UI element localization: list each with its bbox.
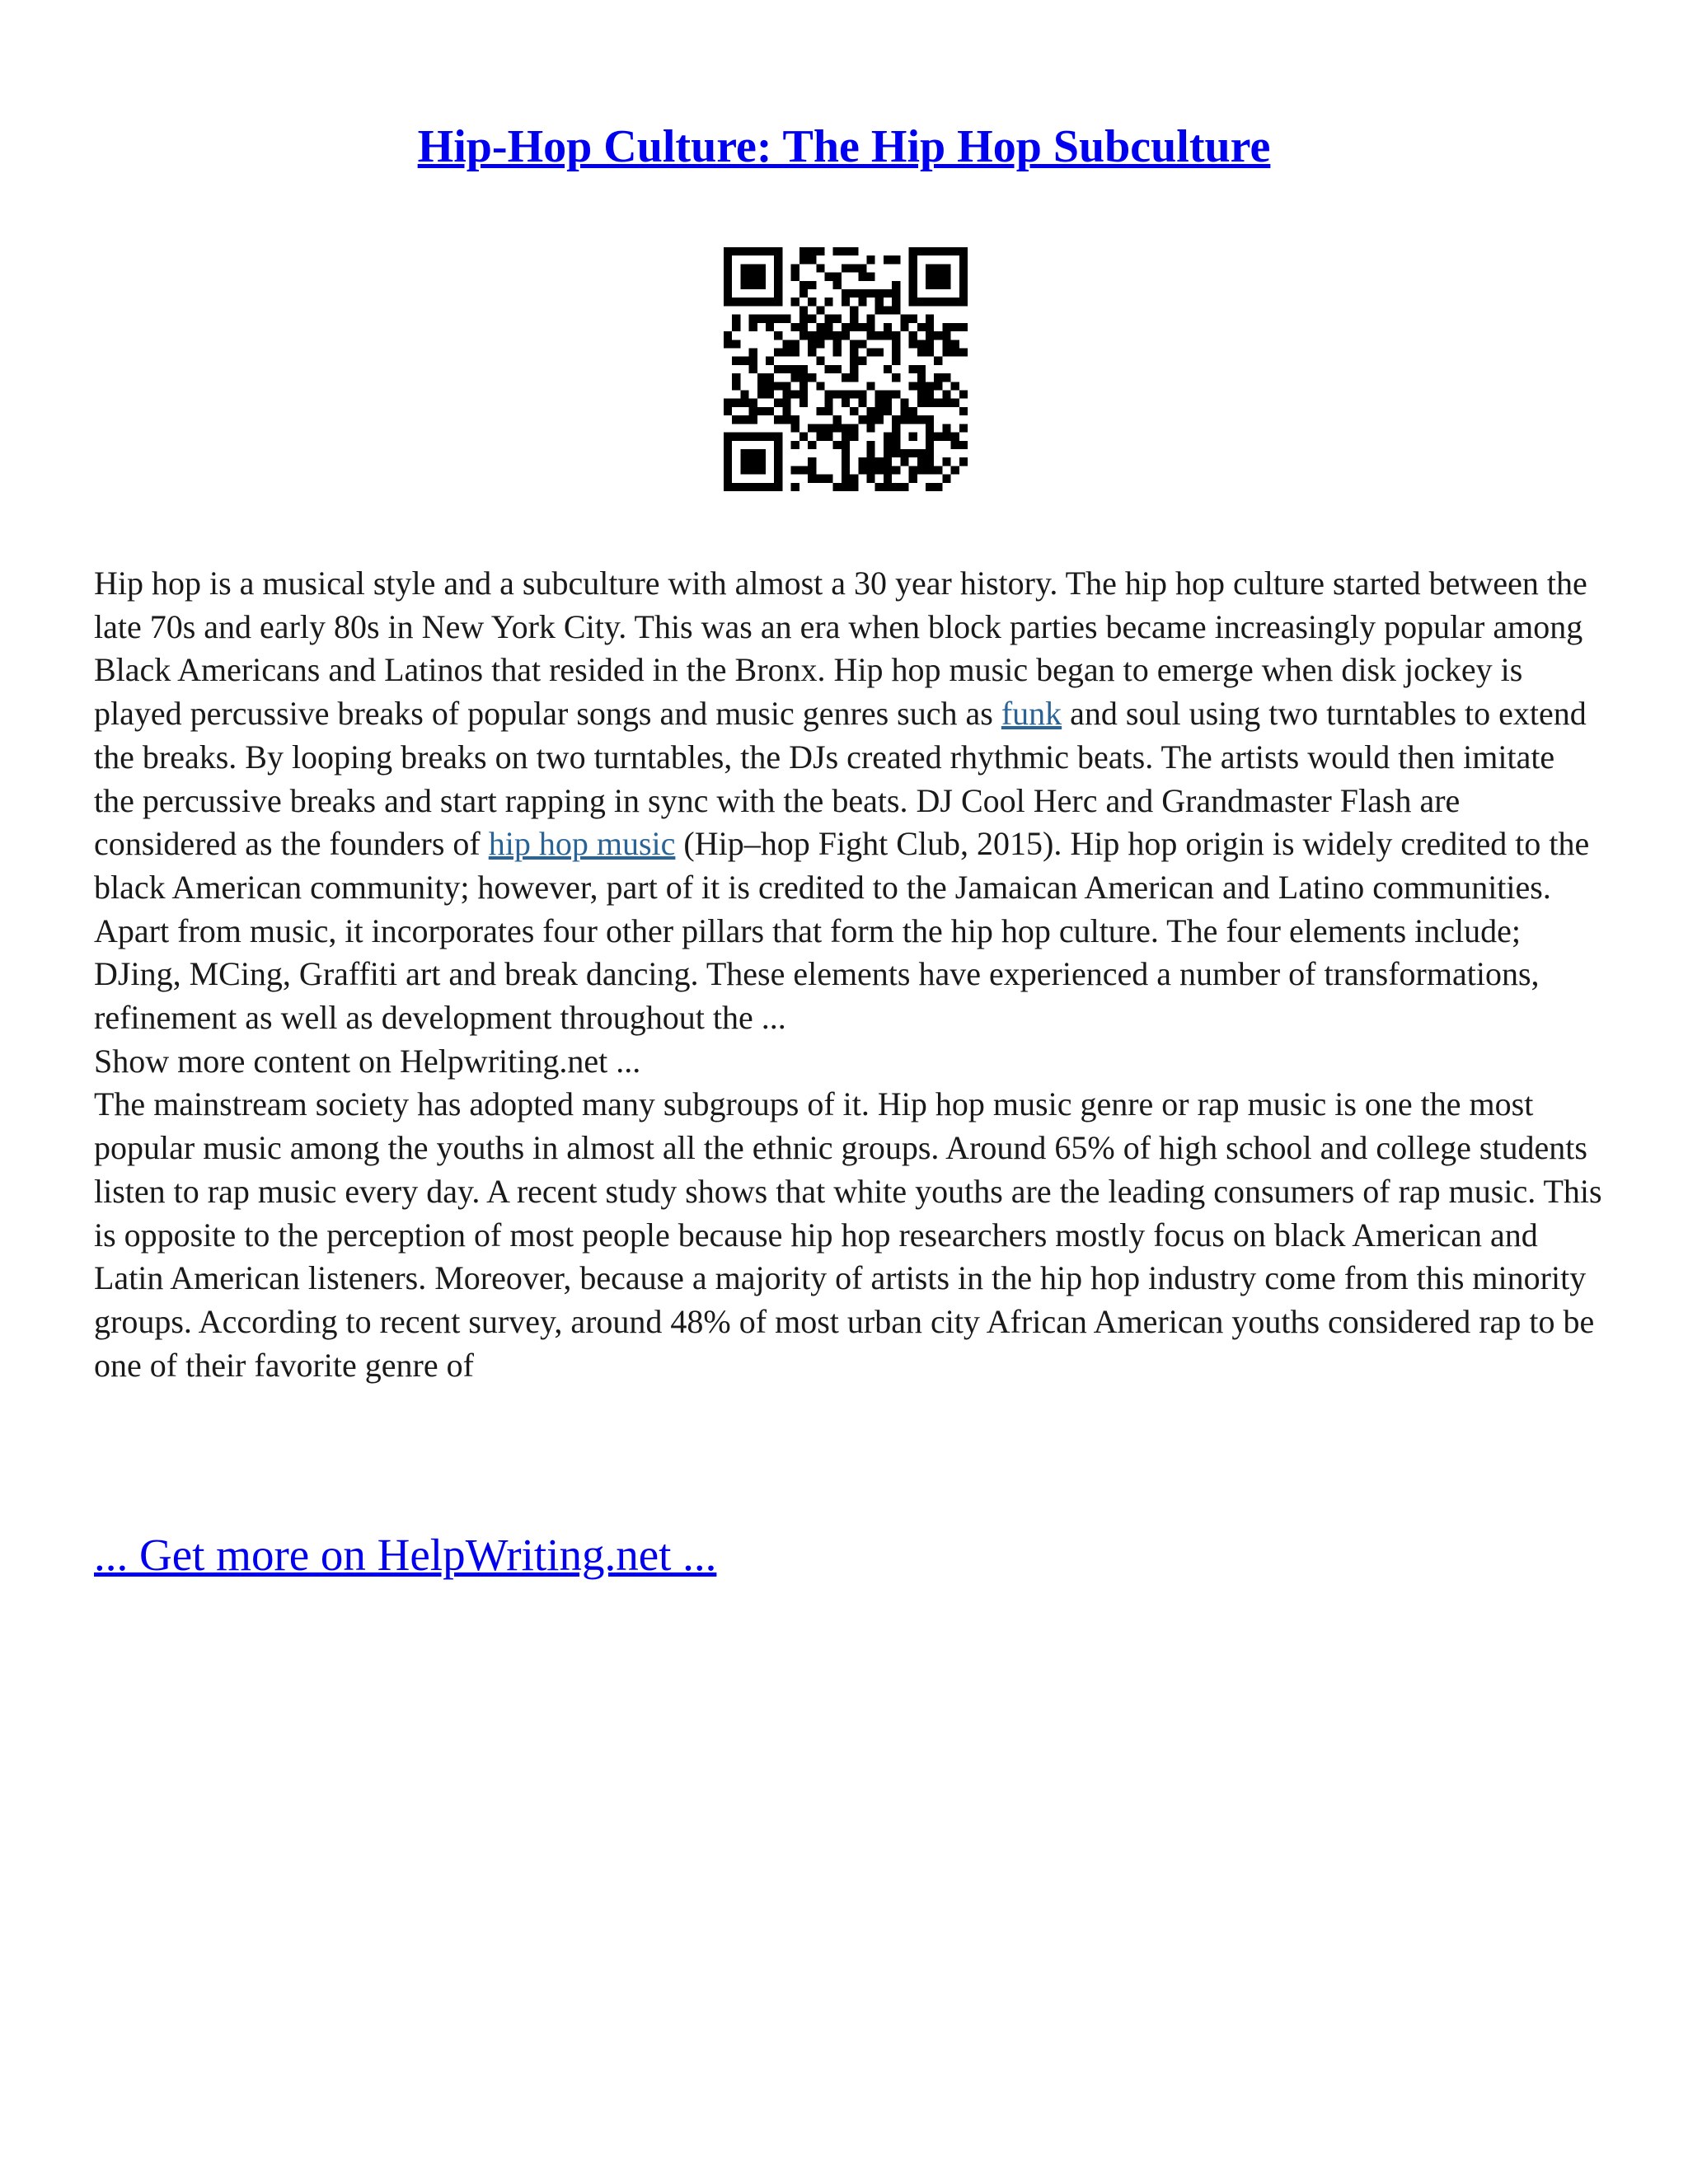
- qr-code-icon: [724, 247, 968, 491]
- paragraph-1: [94, 562, 1602, 1040]
- article-body: [94, 562, 1602, 1387]
- paragraph-1-text-a: Hip hop is a musical style and a subculture with almost a 30 year history. The hip hop culture started between the late 70s and early 80s in New York City. This was an era when block parties became increasingly popular among Black Americans and Latinos that resided in the Bronx. Hip hop music began to emerge when disk jockey is played percussive breaks of popular songs and music genres such as: [94, 565, 1587, 733]
- title-link[interactable]: Hip-Hop Culture: The Hip Hop Subculture: [417, 121, 1271, 172]
- hip-hop-music-link[interactable]: hip hop music: [488, 825, 676, 863]
- paragraph-2: The mainstream society has adopted many subgroups of it. Hip hop music genre or rap music is one the most popular music among the youths in almost all the ethnic groups. Around 65% of high school and college students listen to rap music every day. A recent study shows that white youths are the leading consumers of rap music. This is opposite to the perception of most people because hip hop researchers mostly focus on black American and Latin American listeners. Moreover, because a majority of artists in the hip hop industry come from this minority groups. According to recent survey, around 48% of most urban city African American youths considered rap to be one of their favorite genre of: [94, 1085, 1602, 1384]
- get-more-paragraph: [94, 1526, 716, 1584]
- paragraph-1-text-b: and soul using two turntables to extend the breaks. By looping breaks on two turntables, the DJs created rhythmic beats. The artists would then imitate the percussive breaks and start rapping in sync with the beats. DJ Cool Herc and Grandmaster Flash are considered as the founders of: [94, 695, 1587, 863]
- show-more-text: Show more content on Helpwriting.net ...: [94, 1042, 641, 1080]
- funk-link[interactable]: funk: [1001, 695, 1062, 733]
- get-more-link[interactable]: ... Get more on HelpWriting.net ...: [94, 1530, 717, 1580]
- page-title: [0, 114, 1688, 180]
- paragraph-1-text-c: (Hip–hop Fight Club, 2015). Hip hop origin is widely credited to the black American community; however, part of it is credited to the Jamaican American and Latino communities. Apart from music, it incorporates four other pillars that form the hip hop culture. The four elements include; DJing, MCing, Graffiti art and break dancing. These elements have experienced a number of transformations, refinement as well as development throughout the ...: [94, 825, 1590, 1037]
